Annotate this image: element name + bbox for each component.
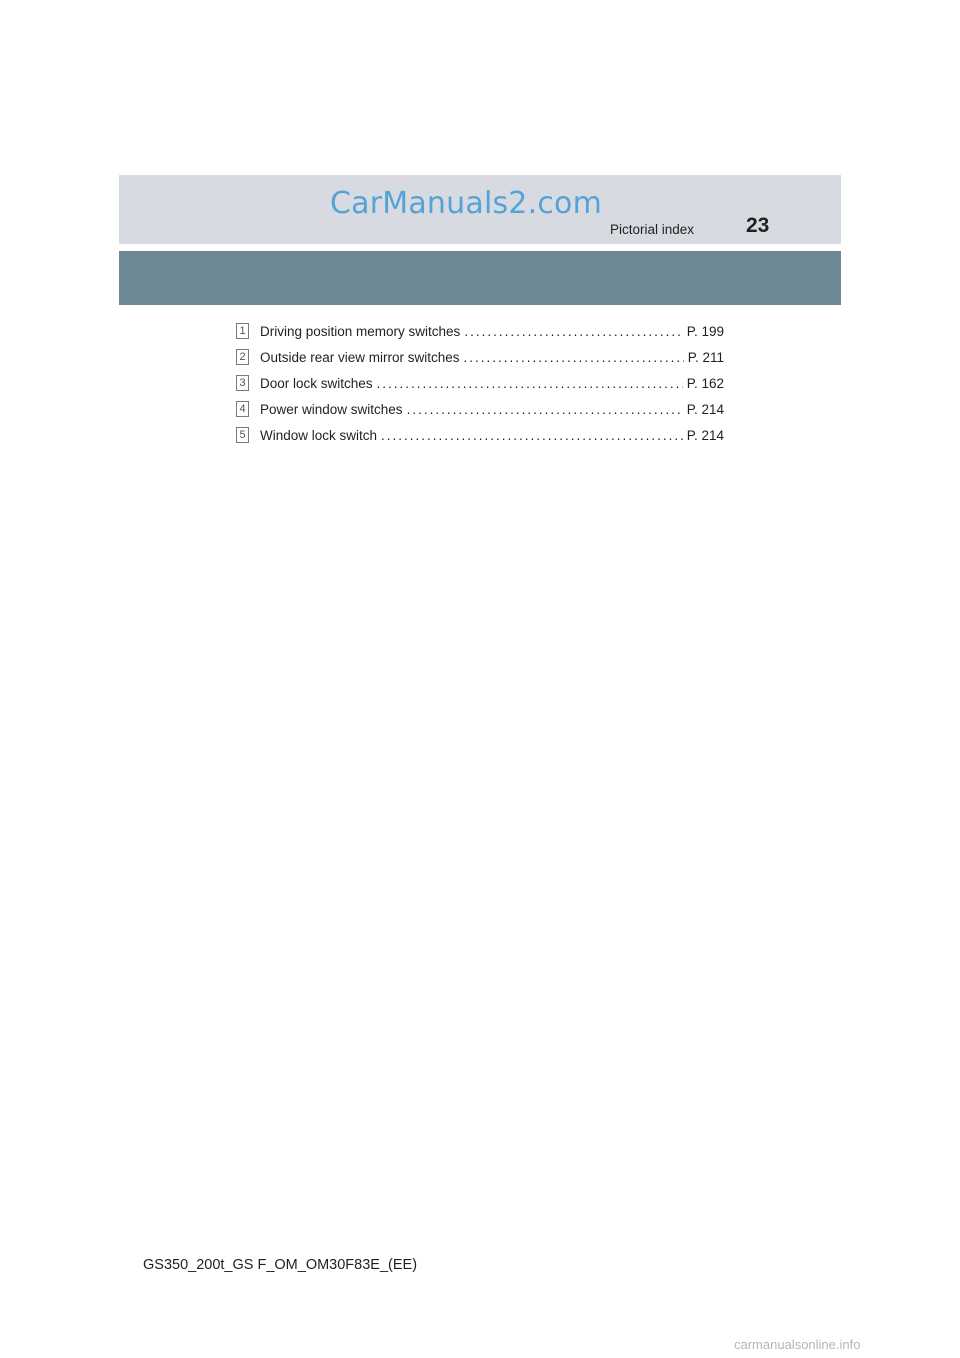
toc-item-number: 3	[236, 375, 249, 391]
toc-item[interactable]	[236, 318, 724, 344]
toc-item-label: Power window switches	[260, 401, 403, 417]
toc-item[interactable]	[236, 396, 724, 422]
toc-item-number: 4	[236, 401, 249, 417]
toc-leader-dots	[377, 376, 683, 391]
toc-item-number: 2	[236, 349, 249, 365]
footer-watermark: carmanualsonline.info	[734, 1337, 861, 1352]
toc-item-label: Door lock switches	[260, 375, 373, 391]
toc-list	[236, 318, 724, 448]
toc-leader-dots	[464, 350, 684, 365]
toc-item-page[interactable]: P. 214	[686, 401, 724, 417]
toc-item-page[interactable]: P. 199	[686, 323, 724, 339]
watermark-logo: CarManuals2.com	[330, 186, 603, 221]
toc-leader-dots	[407, 402, 683, 417]
toc-item[interactable]	[236, 422, 724, 448]
toc-item-page[interactable]: P. 214	[686, 427, 724, 443]
toc-item-page[interactable]: P. 211	[687, 349, 724, 365]
toc-leader-dots	[464, 324, 682, 339]
toc-item-number: 1	[236, 323, 249, 339]
toc-item-label: Window lock switch	[260, 427, 378, 443]
toc-item[interactable]	[236, 370, 724, 396]
toc-item-label: Outside rear view mirror switches	[260, 349, 460, 365]
toc-leader-dots	[381, 428, 683, 443]
page-number: 23	[746, 214, 770, 237]
toc-item-page[interactable]: P. 162	[686, 375, 724, 391]
section-title: Pictorial index	[610, 222, 695, 237]
toc-item[interactable]	[236, 344, 724, 370]
toc-item-number: 5	[236, 427, 249, 443]
document-code: GS350_200t_GS F_OM_OM30F83E_(EE)	[143, 1257, 418, 1273]
sub-header-band	[119, 251, 841, 305]
toc-item-label: Driving position memory switches	[260, 323, 461, 339]
